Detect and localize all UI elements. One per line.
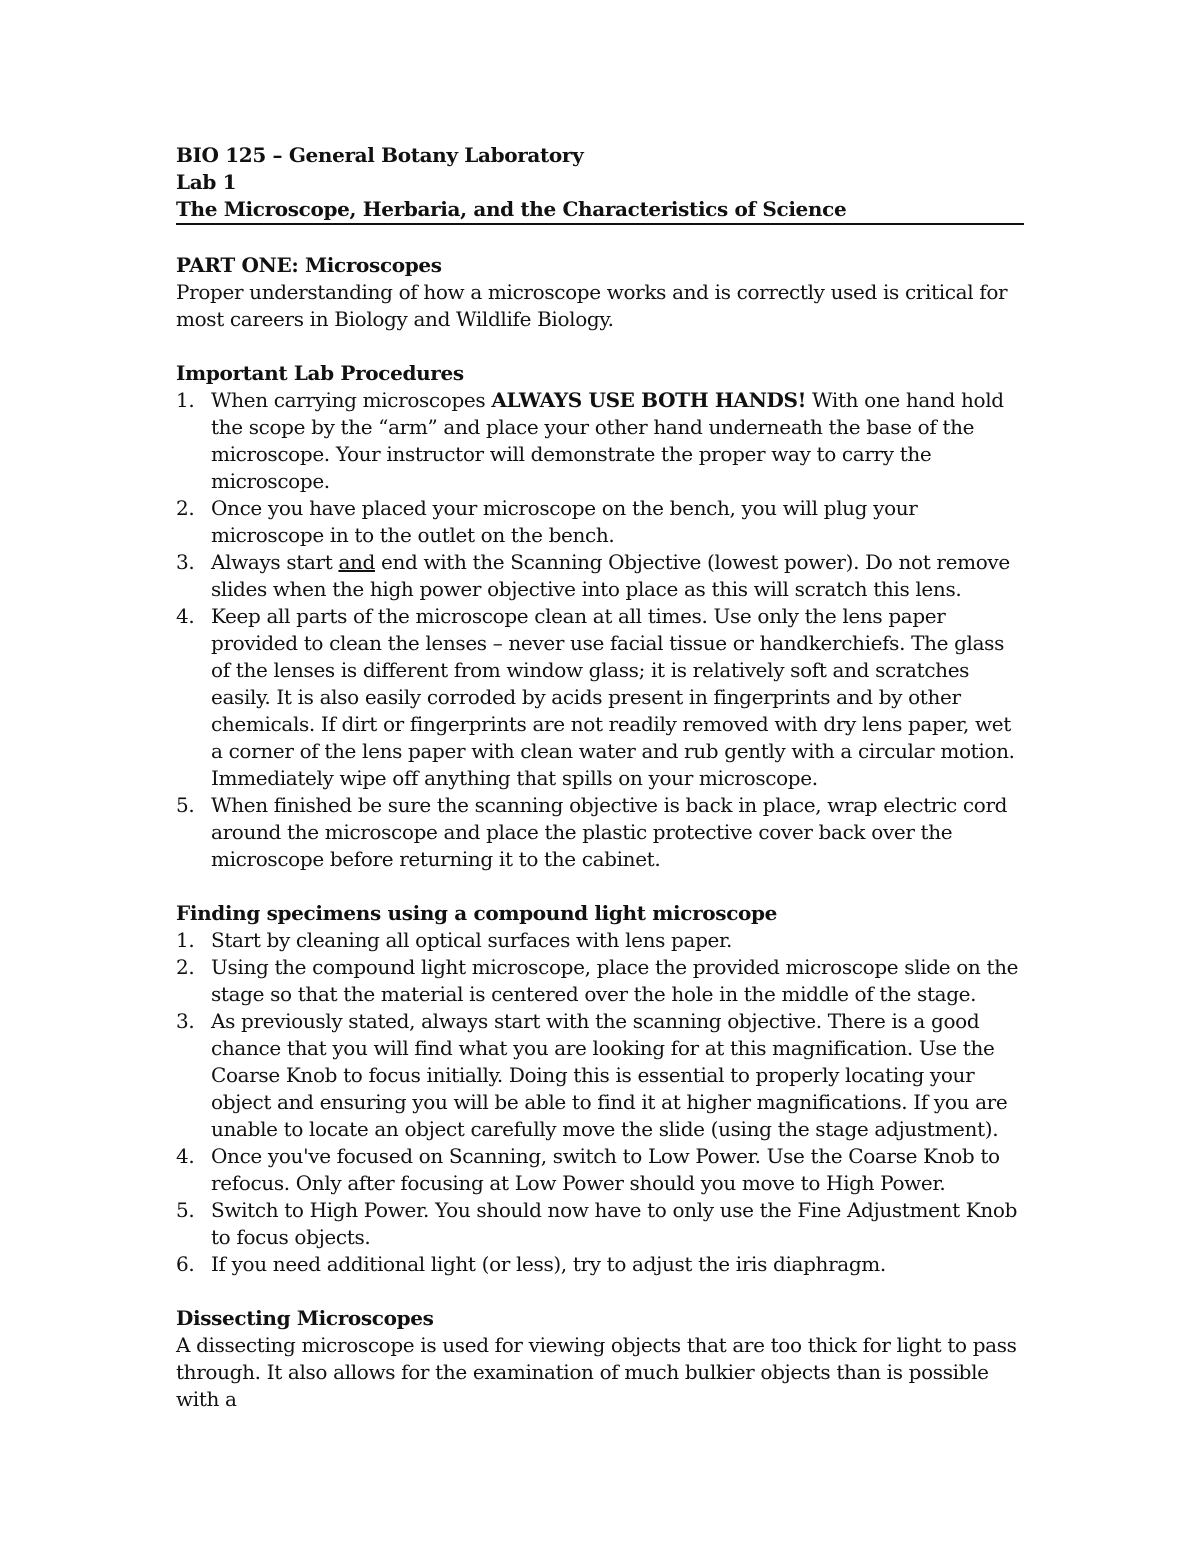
document-header — [176, 142, 1024, 225]
list-number: 4. — [176, 1144, 195, 1168]
item-text-bold: ALWAYS USE BOTH HANDS! — [491, 388, 807, 412]
spacer — [176, 873, 1024, 900]
list-number: 3. — [176, 550, 195, 574]
item-text-end: With one hand hold the scope by the “arm” and place your other hand underneath the base of the microscope. Your instructor will demonstrate the proper way to carry the microscope. — [211, 388, 1004, 493]
list-item — [176, 387, 1024, 495]
list-number: 5. — [176, 1198, 195, 1222]
lab-title: The Microscope, Herbaria, and the Characteristics of Science — [176, 197, 847, 221]
list-number: 2. — [176, 955, 195, 979]
list-number: 1. — [176, 928, 195, 952]
item-text-end: end with the Scanning Objective (lowest power). Do not remove slides when the high power objective into place as this will scratch this lens. — [211, 550, 1010, 601]
item-text-underlined: and — [338, 550, 375, 574]
item-text: If you need additional light (or less), try to adjust the iris diaphragm. — [211, 1252, 886, 1276]
part-one-intro: Proper understanding of how a microscope works and is correctly used is critical for most careers in Biology and Wildlife Biology. — [176, 280, 1008, 331]
item-text: Once you have placed your microscope on the bench, you will plug your microscope in to the outlet on the bench. — [211, 496, 918, 547]
dissecting-text: A dissecting microscope is used for viewing objects that are too thick for light to pass through. It also allows for the examination of much bulkier objects than is possible with a — [176, 1333, 1017, 1411]
document-page — [176, 142, 1024, 1413]
finding-list — [176, 927, 1024, 1278]
course-title: BIO 125 – General Botany Laboratory — [176, 143, 584, 167]
list-number: 6. — [176, 1252, 195, 1276]
list-item — [176, 495, 1024, 549]
dissecting-heading: Dissecting Microscopes — [176, 1306, 434, 1330]
list-item — [176, 549, 1024, 603]
part-one-heading: PART ONE: Microscopes — [176, 253, 442, 277]
list-item — [176, 1008, 1024, 1143]
item-text: When finished be sure the scanning objective is back in place, wrap electric cord around the microscope and place the plastic protective cover back over the microscope before returning it to the cabinet. — [211, 793, 1008, 871]
list-number: 3. — [176, 1009, 195, 1033]
list-item — [176, 1251, 1024, 1278]
list-number: 2. — [176, 496, 195, 520]
procedures-heading: Important Lab Procedures — [176, 361, 464, 385]
list-number: 5. — [176, 793, 195, 817]
procedures-section — [176, 360, 1024, 873]
item-text-start: When carrying microscopes — [211, 388, 492, 412]
item-text: Once you've focused on Scanning, switch to Low Power. Use the Coarse Knob to refocus. Only after focusing at Low Power should you move to High Power. — [211, 1144, 1000, 1195]
item-text: As previously stated, always start with the scanning objective. There is a good chance that you will find what you are looking for at this magnification. Use the Coarse Knob to focus initially. Doing this is essential to properly locating your object and ensuring you will be able to find it at higher magnifications. If you are unable to locate an object carefully move the slide (using the stage adjustment). — [211, 1009, 1008, 1141]
item-text: Switch to High Power. You should now have to only use the Fine Adjustment Knob to focus objects. — [211, 1198, 1018, 1249]
procedures-list — [176, 387, 1024, 873]
item-text: Using the compound light microscope, place the provided microscope slide on the stage so that the material is centered over the hole in the middle of the stage. — [211, 955, 1019, 1006]
item-text: Start by cleaning all optical surfaces with lens paper. — [211, 928, 733, 952]
spacer — [176, 333, 1024, 360]
finding-section — [176, 900, 1024, 1278]
list-item — [176, 927, 1024, 954]
list-item — [176, 1143, 1024, 1197]
dissecting-section — [176, 1305, 1024, 1413]
spacer — [176, 1278, 1024, 1305]
list-item — [176, 954, 1024, 1008]
list-item — [176, 792, 1024, 873]
list-item — [176, 1197, 1024, 1251]
header-divider — [176, 223, 1024, 225]
lab-number: Lab 1 — [176, 170, 237, 194]
item-text-start: Always start — [211, 550, 339, 574]
list-number: 4. — [176, 604, 195, 628]
item-text: Keep all parts of the microscope clean at all times. Use only the lens paper provided to clean the lenses – never use facial tissue or handkerchiefs. The glass of the lenses is different from window glass; it is relatively soft and scratches easily. It is also easily corroded by acids present in fingerprints and by other chemicals. If dirt or fingerprints are not readily removed with dry lens paper, wet a corner of the lens paper with clean water and rub gently with a circular motion. Immediately wipe off anything that spills on your microscope. — [211, 604, 1015, 790]
part-one-section — [176, 252, 1024, 333]
list-number: 1. — [176, 388, 195, 412]
finding-heading: Finding specimens using a compound light microscope — [176, 901, 778, 925]
list-item — [176, 603, 1024, 792]
